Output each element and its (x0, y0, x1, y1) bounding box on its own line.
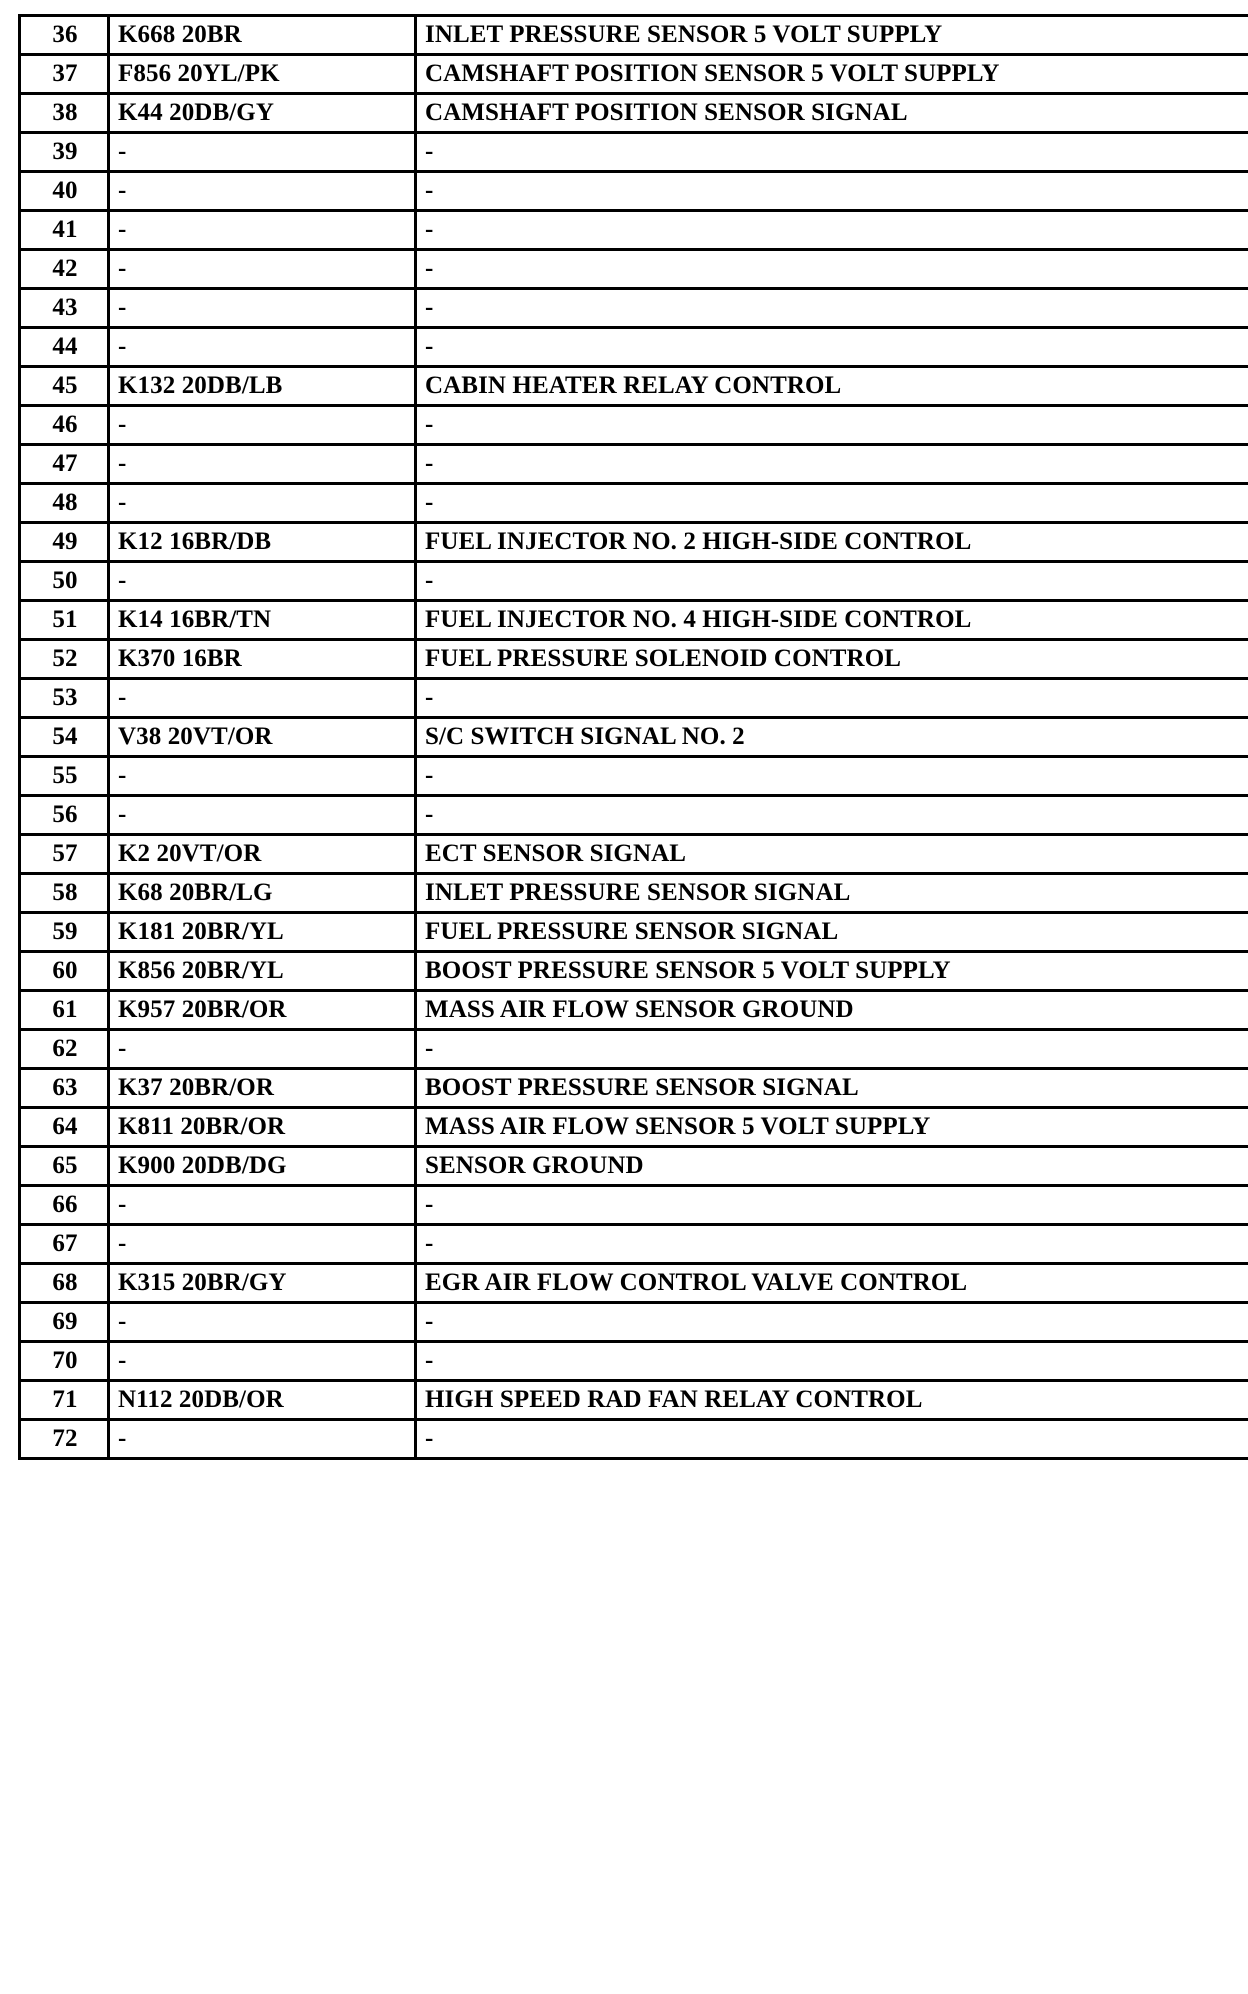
table-row (20, 406, 1248, 445)
cell-description: - (416, 1225, 1248, 1264)
cell-circuit-code: K68 20BR/LG (109, 874, 416, 913)
table-row (20, 367, 1248, 406)
cell-circuit-code: - (109, 250, 416, 289)
cell-pin-number: 42 (20, 250, 109, 289)
cell-description: INLET PRESSURE SENSOR SIGNAL (416, 874, 1248, 913)
table-row (20, 1186, 1248, 1225)
cell-circuit-code: - (109, 172, 416, 211)
cell-pin-number: 48 (20, 484, 109, 523)
cell-pin-number: 37 (20, 55, 109, 94)
cell-pin-number: 36 (20, 16, 109, 55)
cell-description: - (416, 133, 1248, 172)
cell-circuit-code: - (109, 1030, 416, 1069)
cell-pin-number: 70 (20, 1342, 109, 1381)
cell-description: - (416, 757, 1248, 796)
cell-description: SENSOR GROUND (416, 1147, 1248, 1186)
cell-circuit-code: K856 20BR/YL (109, 952, 416, 991)
cell-description: - (416, 796, 1248, 835)
cell-description: - (416, 1030, 1248, 1069)
cell-pin-number: 65 (20, 1147, 109, 1186)
cell-pin-number: 49 (20, 523, 109, 562)
cell-description: MASS AIR FLOW SENSOR 5 VOLT SUPPLY (416, 1108, 1248, 1147)
cell-circuit-code: K37 20BR/OR (109, 1069, 416, 1108)
table-row (20, 874, 1248, 913)
table-row (20, 640, 1248, 679)
table-row (20, 601, 1248, 640)
table-row (20, 1264, 1248, 1303)
cell-circuit-code: K811 20BR/OR (109, 1108, 416, 1147)
cell-pin-number: 46 (20, 406, 109, 445)
cell-description: - (416, 484, 1248, 523)
table-row (20, 484, 1248, 523)
table-row (20, 172, 1248, 211)
cell-pin-number: 54 (20, 718, 109, 757)
table-row (20, 1420, 1248, 1459)
cell-circuit-code: K315 20BR/GY (109, 1264, 416, 1303)
table-row (20, 523, 1248, 562)
cell-description: ECT SENSOR SIGNAL (416, 835, 1248, 874)
table-row (20, 1108, 1248, 1147)
cell-pin-number: 44 (20, 328, 109, 367)
cell-pin-number: 52 (20, 640, 109, 679)
table-row (20, 1225, 1248, 1264)
cell-pin-number: 43 (20, 289, 109, 328)
cell-pin-number: 38 (20, 94, 109, 133)
table-row (20, 328, 1248, 367)
cell-circuit-code: K2 20VT/OR (109, 835, 416, 874)
cell-circuit-code: K668 20BR (109, 16, 416, 55)
cell-description: INLET PRESSURE SENSOR 5 VOLT SUPPLY (416, 16, 1248, 55)
cell-circuit-code: K12 16BR/DB (109, 523, 416, 562)
cell-pin-number: 56 (20, 796, 109, 835)
table-row (20, 211, 1248, 250)
table-row (20, 952, 1248, 991)
table-row (20, 718, 1248, 757)
cell-description: HIGH SPEED RAD FAN RELAY CONTROL (416, 1381, 1248, 1420)
cell-circuit-code: - (109, 562, 416, 601)
cell-circuit-code: K370 16BR (109, 640, 416, 679)
cell-pin-number: 63 (20, 1069, 109, 1108)
cell-circuit-code: - (109, 1342, 416, 1381)
cell-pin-number: 41 (20, 211, 109, 250)
cell-description: - (416, 250, 1248, 289)
cell-circuit-code: - (109, 484, 416, 523)
table-row (20, 133, 1248, 172)
cell-circuit-code: - (109, 1225, 416, 1264)
cell-pin-number: 51 (20, 601, 109, 640)
cell-circuit-code: - (109, 1420, 416, 1459)
table-row (20, 1069, 1248, 1108)
cell-description: CABIN HEATER RELAY CONTROL (416, 367, 1248, 406)
cell-pin-number: 68 (20, 1264, 109, 1303)
cell-circuit-code: - (109, 289, 416, 328)
cell-description: - (416, 1186, 1248, 1225)
table-row (20, 679, 1248, 718)
table-row (20, 1381, 1248, 1420)
cell-circuit-code: K900 20DB/DG (109, 1147, 416, 1186)
cell-circuit-code: - (109, 796, 416, 835)
cell-pin-number: 39 (20, 133, 109, 172)
cell-description: - (416, 1303, 1248, 1342)
cell-description: EGR AIR FLOW CONTROL VALVE CONTROL (416, 1264, 1248, 1303)
cell-description: - (416, 445, 1248, 484)
table-row (20, 1147, 1248, 1186)
cell-circuit-code: K957 20BR/OR (109, 991, 416, 1030)
cell-pin-number: 40 (20, 172, 109, 211)
cell-pin-number: 50 (20, 562, 109, 601)
cell-description: - (416, 1420, 1248, 1459)
cell-circuit-code: V38 20VT/OR (109, 718, 416, 757)
table-row (20, 16, 1248, 55)
cell-circuit-code: F856 20YL/PK (109, 55, 416, 94)
table-row (20, 835, 1248, 874)
cell-description: - (416, 211, 1248, 250)
cell-description: MASS AIR FLOW SENSOR GROUND (416, 991, 1248, 1030)
cell-circuit-code: - (109, 211, 416, 250)
cell-pin-number: 61 (20, 991, 109, 1030)
cell-description: S/C SWITCH SIGNAL NO. 2 (416, 718, 1248, 757)
cell-circuit-code: K181 20BR/YL (109, 913, 416, 952)
table-row (20, 289, 1248, 328)
cell-circuit-code: - (109, 406, 416, 445)
cell-circuit-code: - (109, 328, 416, 367)
cell-pin-number: 72 (20, 1420, 109, 1459)
cell-pin-number: 64 (20, 1108, 109, 1147)
cell-circuit-code: - (109, 757, 416, 796)
cell-description: - (416, 679, 1248, 718)
cell-pin-number: 66 (20, 1186, 109, 1225)
cell-circuit-code: - (109, 1303, 416, 1342)
table-row (20, 250, 1248, 289)
cell-circuit-code: - (109, 445, 416, 484)
cell-description: BOOST PRESSURE SENSOR SIGNAL (416, 1069, 1248, 1108)
cell-description: CAMSHAFT POSITION SENSOR 5 VOLT SUPPLY (416, 55, 1248, 94)
cell-circuit-code: N112 20DB/OR (109, 1381, 416, 1420)
table-body (20, 16, 1248, 1459)
pin-assignment-table (18, 14, 1248, 1460)
table-row (20, 94, 1248, 133)
cell-circuit-code: - (109, 1186, 416, 1225)
cell-pin-number: 67 (20, 1225, 109, 1264)
table-row (20, 991, 1248, 1030)
cell-description: BOOST PRESSURE SENSOR 5 VOLT SUPPLY (416, 952, 1248, 991)
table-row (20, 445, 1248, 484)
cell-description: CAMSHAFT POSITION SENSOR SIGNAL (416, 94, 1248, 133)
cell-circuit-code: K44 20DB/GY (109, 94, 416, 133)
table-row (20, 1303, 1248, 1342)
cell-description: FUEL INJECTOR NO. 2 HIGH-SIDE CONTROL (416, 523, 1248, 562)
table-row (20, 796, 1248, 835)
cell-pin-number: 57 (20, 835, 109, 874)
cell-description: - (416, 328, 1248, 367)
cell-circuit-code: - (109, 679, 416, 718)
cell-pin-number: 53 (20, 679, 109, 718)
table-row (20, 1342, 1248, 1381)
cell-description: - (416, 562, 1248, 601)
cell-circuit-code: K132 20DB/LB (109, 367, 416, 406)
cell-description: FUEL INJECTOR NO. 4 HIGH-SIDE CONTROL (416, 601, 1248, 640)
table-row (20, 562, 1248, 601)
cell-pin-number: 60 (20, 952, 109, 991)
cell-pin-number: 59 (20, 913, 109, 952)
cell-description: - (416, 406, 1248, 445)
table-row (20, 1030, 1248, 1069)
cell-pin-number: 71 (20, 1381, 109, 1420)
cell-circuit-code: - (109, 133, 416, 172)
table-row (20, 913, 1248, 952)
cell-description: FUEL PRESSURE SOLENOID CONTROL (416, 640, 1248, 679)
cell-circuit-code: K14 16BR/TN (109, 601, 416, 640)
cell-pin-number: 45 (20, 367, 109, 406)
cell-description: FUEL PRESSURE SENSOR SIGNAL (416, 913, 1248, 952)
cell-pin-number: 62 (20, 1030, 109, 1069)
cell-description: - (416, 289, 1248, 328)
cell-description: - (416, 172, 1248, 211)
cell-pin-number: 47 (20, 445, 109, 484)
cell-pin-number: 69 (20, 1303, 109, 1342)
table-row (20, 757, 1248, 796)
cell-pin-number: 58 (20, 874, 109, 913)
cell-description: - (416, 1342, 1248, 1381)
table-row (20, 55, 1248, 94)
cell-pin-number: 55 (20, 757, 109, 796)
